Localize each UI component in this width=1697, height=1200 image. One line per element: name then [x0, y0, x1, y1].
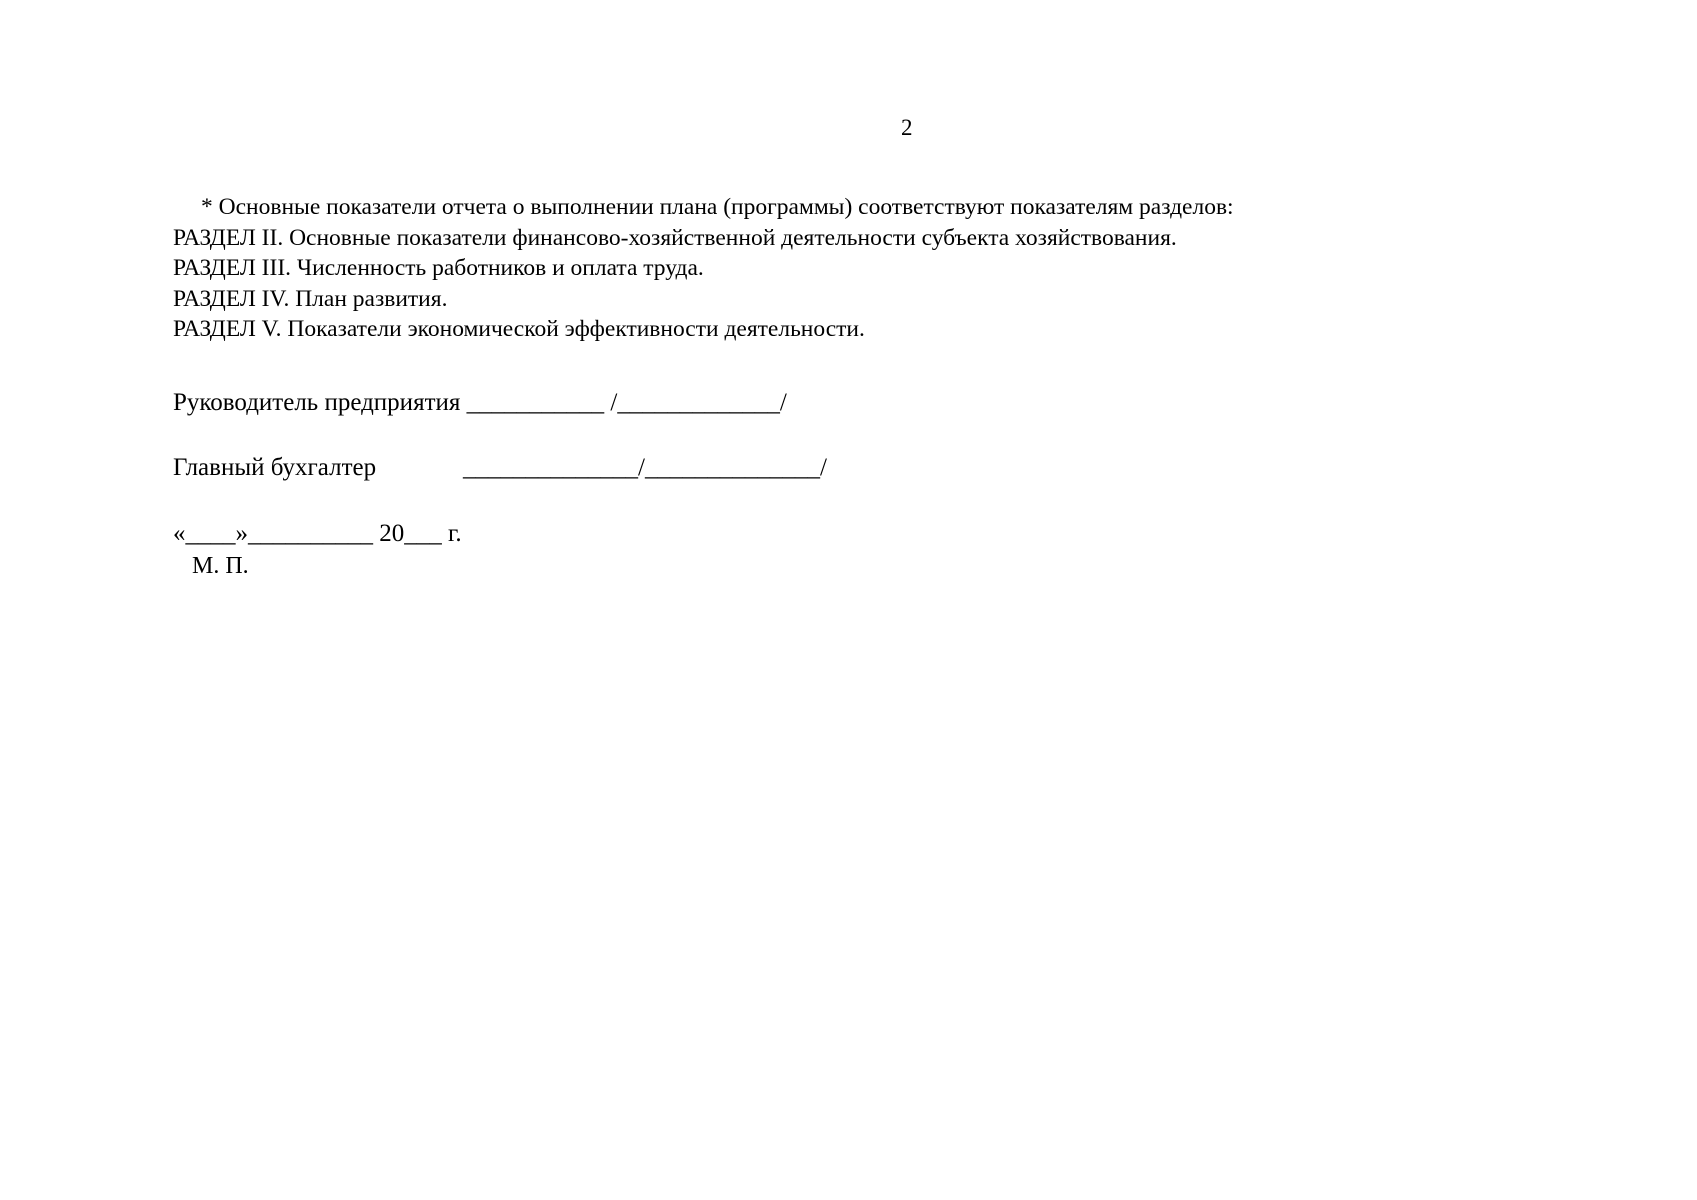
director-signature-row	[173, 388, 787, 418]
section-item: РАЗДЕЛ IV. План развития.	[173, 285, 448, 312]
section-item: РАЗДЕЛ III. Численность работников и оплата труда.	[173, 255, 704, 281]
director-signature-blanks: ___________ /_____________/	[466, 389, 787, 416]
page-number: 2	[901, 115, 913, 140]
section-item: РАЗДЕЛ V. Показатели экономической эффективности деятельности.	[173, 316, 865, 342]
accountant-signature-blanks: ______________/______________/	[463, 454, 827, 481]
date-line: «____»__________ 20___ г.	[173, 520, 462, 547]
section-item: РАЗДЕЛ II. Основные показатели финансово-хозяйственной деятельности субъекта хозяйствования.	[173, 224, 1177, 251]
accountant-label: Главный бухгалтер	[173, 454, 377, 481]
director-label: Руководитель предприятия	[173, 389, 461, 416]
notes-intro: * Основные показатели отчета о выполнении плана (программы) соответствуют показателям разделов:	[201, 194, 1234, 220]
notes-block	[173, 192, 1623, 345]
stamp-label: М. П.	[192, 553, 249, 579]
accountant-signature-row	[173, 453, 827, 483]
